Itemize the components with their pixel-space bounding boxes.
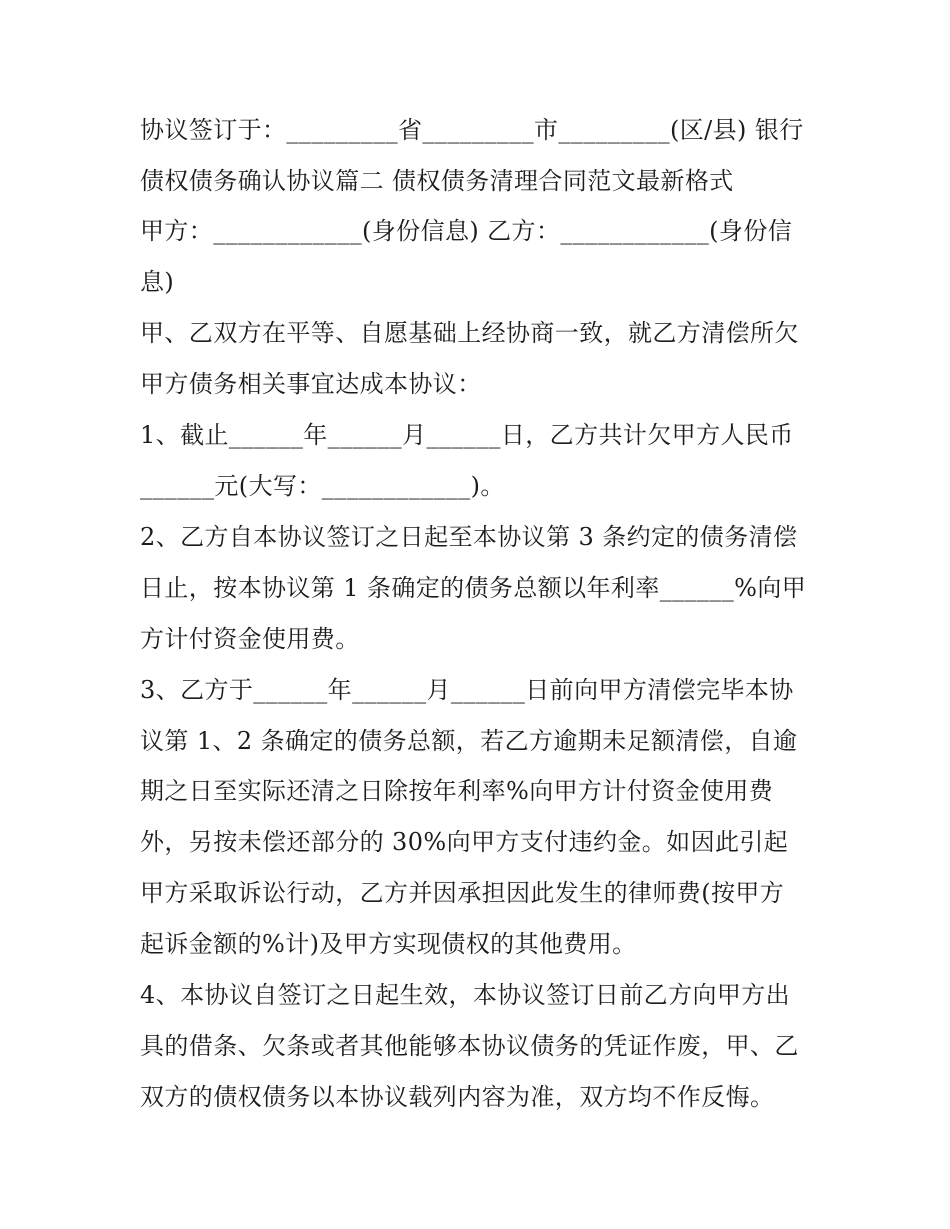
text-line: 期之日至实际还清之日除按年利率%向甲方计付资金使用费 <box>140 777 774 805</box>
text-line: 起诉金额的%计)及甲方实现债权的其他费用。 <box>140 930 637 958</box>
text-line: 具的借条、欠条或者其他能够本协议债务的凭证作废，甲、乙 <box>140 1032 799 1060</box>
text-line: 方计付资金使用费。 <box>140 625 360 653</box>
text-line: 甲方债务相关事宜达成本协议： <box>140 370 482 398</box>
text-line: 2、乙方自本协议签订之日起至本协议第 3 条约定的债务清偿 <box>140 523 798 551</box>
text-line: 1、截止______年______月______日，乙方共计欠甲方人民币 <box>140 421 794 449</box>
text-line: ______元(大写：____________)。 <box>140 472 505 500</box>
text-line: 外，另按未偿还部分的 30%向甲方支付违约金。如因此引起 <box>140 828 789 856</box>
text-line: 甲、乙双方在平等、自愿基础上经协商一致，就乙方清偿所欠 <box>140 319 799 347</box>
text-line: 息) <box>140 268 175 296</box>
text-line: 债权债务确认协议篇二 债权债务清理合同范文最新格式 <box>140 167 734 195</box>
text-line: 双方的债权债务以本协议载列内容为准，双方均不作反悔。 <box>140 1083 775 1111</box>
text-line: 4、本协议自签订之日起生效，本协议签订日前乙方向甲方出 <box>140 981 791 1009</box>
text-line: 协议签订于：_________省_________市_________(区/县) 银行 <box>140 116 804 144</box>
text-line: 日止，按本协议第 1 条确定的债务总额以年利率______%向甲 <box>140 574 807 602</box>
text-line: 甲方采取诉讼行动，乙方并因承担因此发生的律师费(按甲方 <box>140 879 785 907</box>
text-line: 甲方：____________(身份信息) 乙方：____________(身份信 <box>140 217 793 245</box>
text-line: 议第 1、2 条确定的债务总额，若乙方逾期未足额清偿，自逾 <box>140 727 798 755</box>
text-line: 3、乙方于______年______月______日前向甲方清偿完毕本协 <box>140 676 794 704</box>
